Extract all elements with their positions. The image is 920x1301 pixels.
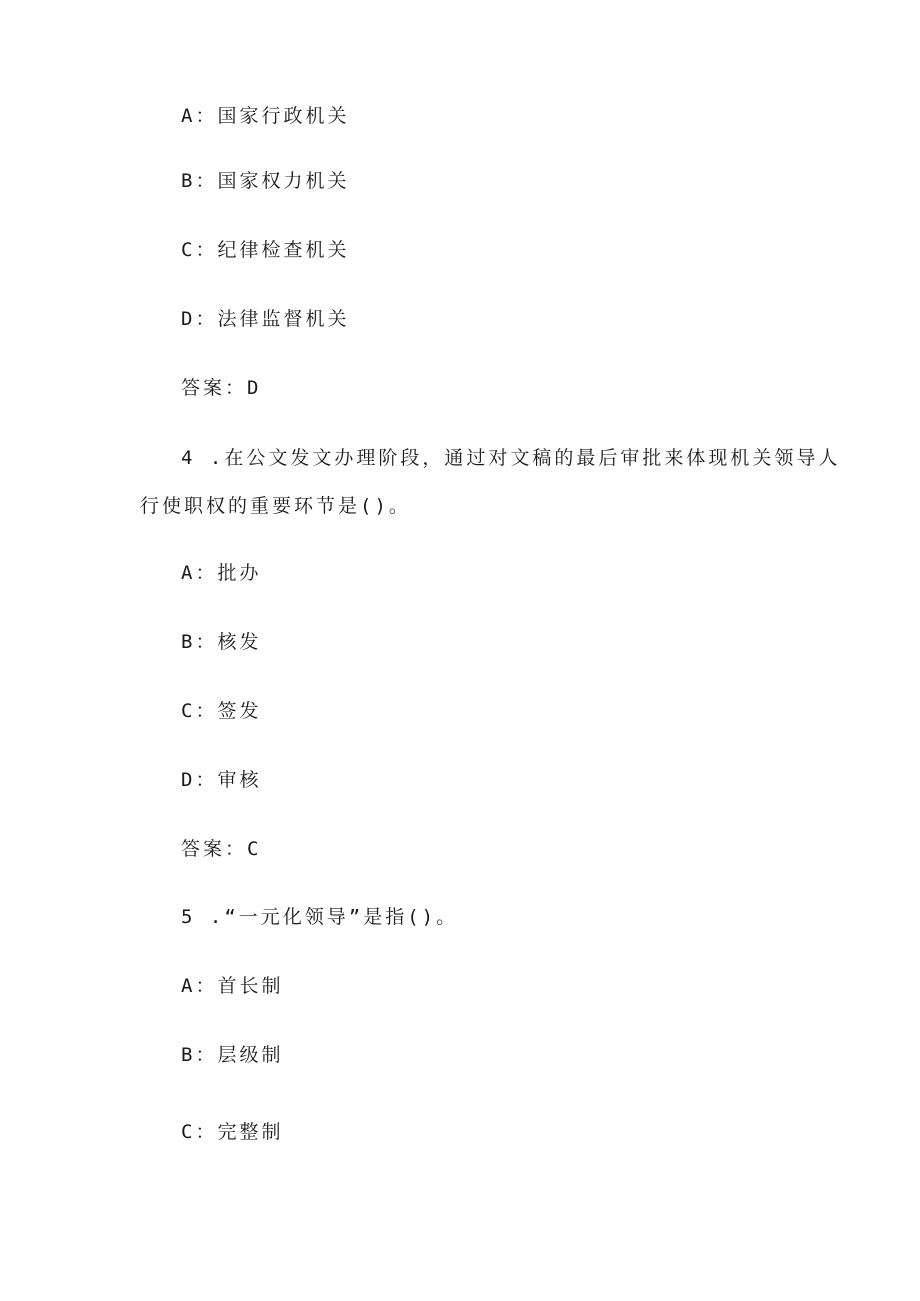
q4-stem-line2: 行使职权的重要环节是()。 [140,495,411,517]
q5-stem: 5 .“一元化领导”是指()。 [181,906,459,928]
q5-option-b: B：层级制 [181,1044,284,1066]
q5-option-a: A：首长制 [181,975,284,997]
q4-option-a: A：批办 [181,562,262,584]
q3-answer: 答案：D [181,377,262,399]
q4-option-c: C：签发 [181,700,262,722]
q4-answer: 答案：C [181,838,262,860]
q5-option-c: C：完整制 [181,1121,284,1143]
q3-option-a: A：国家行政机关 [181,105,350,127]
q3-option-b: B：国家权力机关 [181,170,350,192]
q3-option-d: D：法律监督机关 [181,308,350,330]
q4-option-b: B：核发 [181,631,262,653]
q4-stem-line1: 4 .在公文发文办理阶段，通过对文稿的最后审批来体现机关领导人 [181,447,841,469]
q4-option-d: D：审核 [181,769,262,791]
q3-option-c: C：纪律检查机关 [181,239,350,261]
